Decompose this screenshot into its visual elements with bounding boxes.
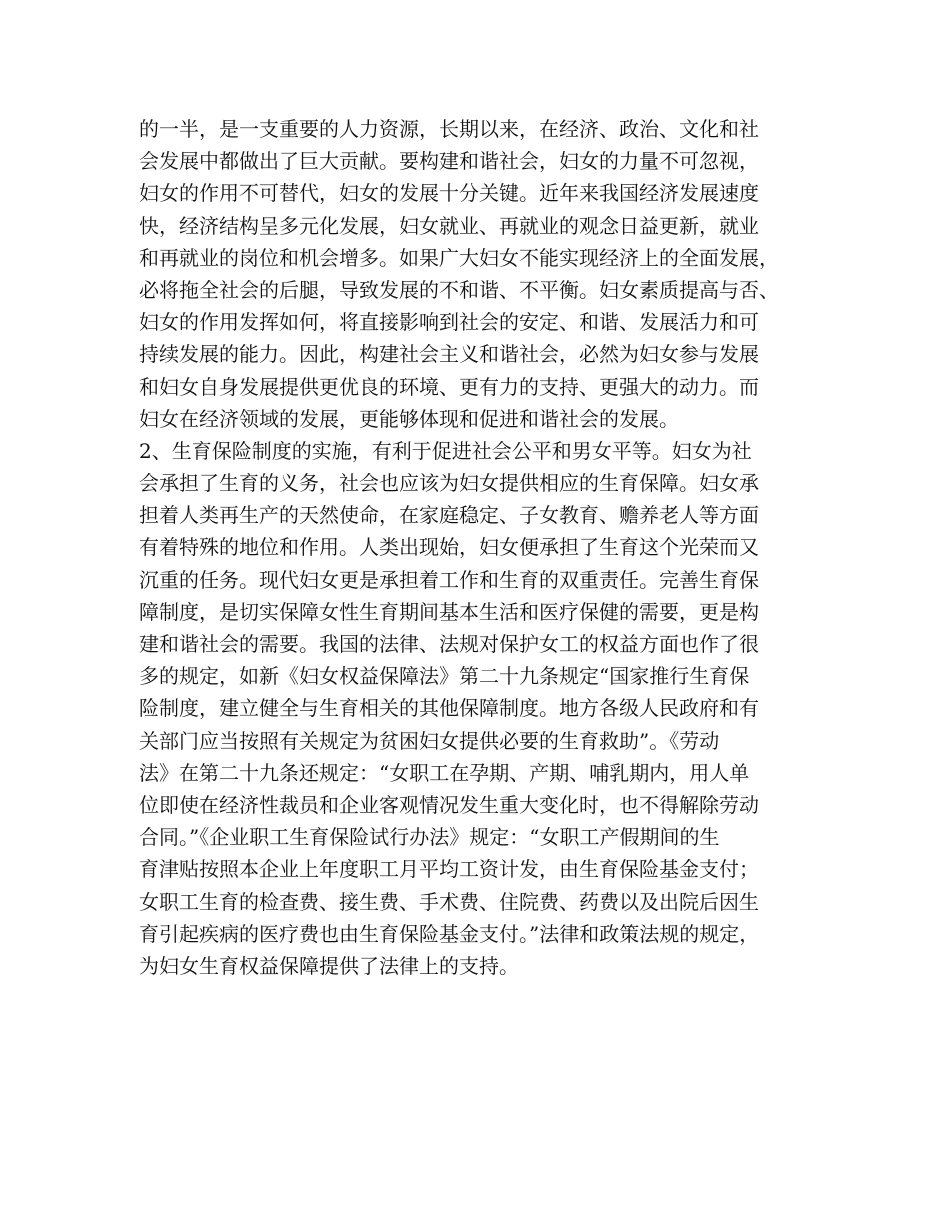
text-line: 建和谐社会的需要。我国的法律、法规对保护女工的权益方面也作了很 xyxy=(139,632,759,656)
text-line: 妇女在经济领域的发展，更能够体现和促进和谐社会的发展。 xyxy=(139,406,679,431)
text-line: 为妇女生育权益保障提供了法律上的支持。 xyxy=(139,953,519,978)
text-line: 沉重的任务。现代妇女更是承担着工作和生育的双重责任。完善生育保 xyxy=(139,567,759,592)
text-line: 和妇女自身发展提供更优良的环境、更有力的支持、更强大的动力。而 xyxy=(139,374,759,399)
text-line: 担着人类再生产的天然使命，在家庭稳定、子女教育、赡养老人等方面 xyxy=(139,503,759,528)
text-line: 有着特殊的地位和作用。人类出现始，妇女便承担了生育这个光荣而又 xyxy=(139,535,759,560)
text-line: 女职工生育的检查费、接生费、手术费、住院费、药费以及出院后因生 xyxy=(139,889,759,914)
text-line: 和再就业的岗位和机会增多。如果广大妇女不能实现经济上的全面发展， xyxy=(139,245,779,270)
text-line: 快，经济结构呈多元化发展，妇女就业、再就业的观念日益更新，就业 xyxy=(139,213,759,238)
text-line: 育引起疾病的医疗费也由生育保险基金支付。”法律和政策法规的规定， xyxy=(139,921,760,946)
text-line: 合同。”《企业职工生育保险试行办法》规定：“女职工产假期间的生 xyxy=(139,825,720,850)
text-line: 必将拖全社会的后腿，导致发展的不和谐、不平衡。妇女素质提高与否、 xyxy=(139,277,779,302)
text-line: 险制度，建立健全与生育相关的其他保障制度。地方各级人民政府和有 xyxy=(139,696,759,721)
text-line: 多的规定，如新《妇女权益保障法》第二十九条规定“国家推行生育保 xyxy=(139,664,750,689)
text-line: 的一半，是一支重要的人力资源，长期以来，在经济、政治、文化和社 xyxy=(139,117,759,141)
text-line: 位即使在经济性裁员和企业客观情况发生重大变化时，也不得解除劳动 xyxy=(139,792,759,817)
body-text xyxy=(139,113,829,982)
text-line: 妇女的作用不可替代，妇女的发展十分关键。近年来我国经济发展速度 xyxy=(139,181,759,206)
text-line: 关部门应当按照有关规定为贫困妇女提供必要的生育救助”。《劳动 xyxy=(139,728,720,753)
text-line: 持续发展的能力。因此，构建社会主义和谐社会，必然为妇女参与发展 xyxy=(139,342,759,367)
text-line: 妇女的作用发挥如何，将直接影响到社会的安定、和谐、发展活力和可 xyxy=(139,310,759,335)
text-line: 育津贴按照本企业上年度职工月平均工资计发，由生育保险基金支付； xyxy=(139,857,759,882)
text-line: 2、生育保险制度的实施，有利于促进社会公平和男女平等。妇女为社 xyxy=(139,438,752,463)
text-line: 法》在第二十九条还规定：“女职工在孕期、产期、哺乳期内，用人单 xyxy=(139,760,750,785)
text-line: 会承担了生育的义务，社会也应该为妇女提供相应的生育保障。妇女承 xyxy=(139,471,759,496)
text-line: 会发展中都做出了巨大贡献。要构建和谐社会，妇女的力量不可忽视， xyxy=(139,149,759,174)
text-line: 障制度，是切实保障女性生育期间基本生活和医疗保健的需要，更是构 xyxy=(139,599,759,624)
